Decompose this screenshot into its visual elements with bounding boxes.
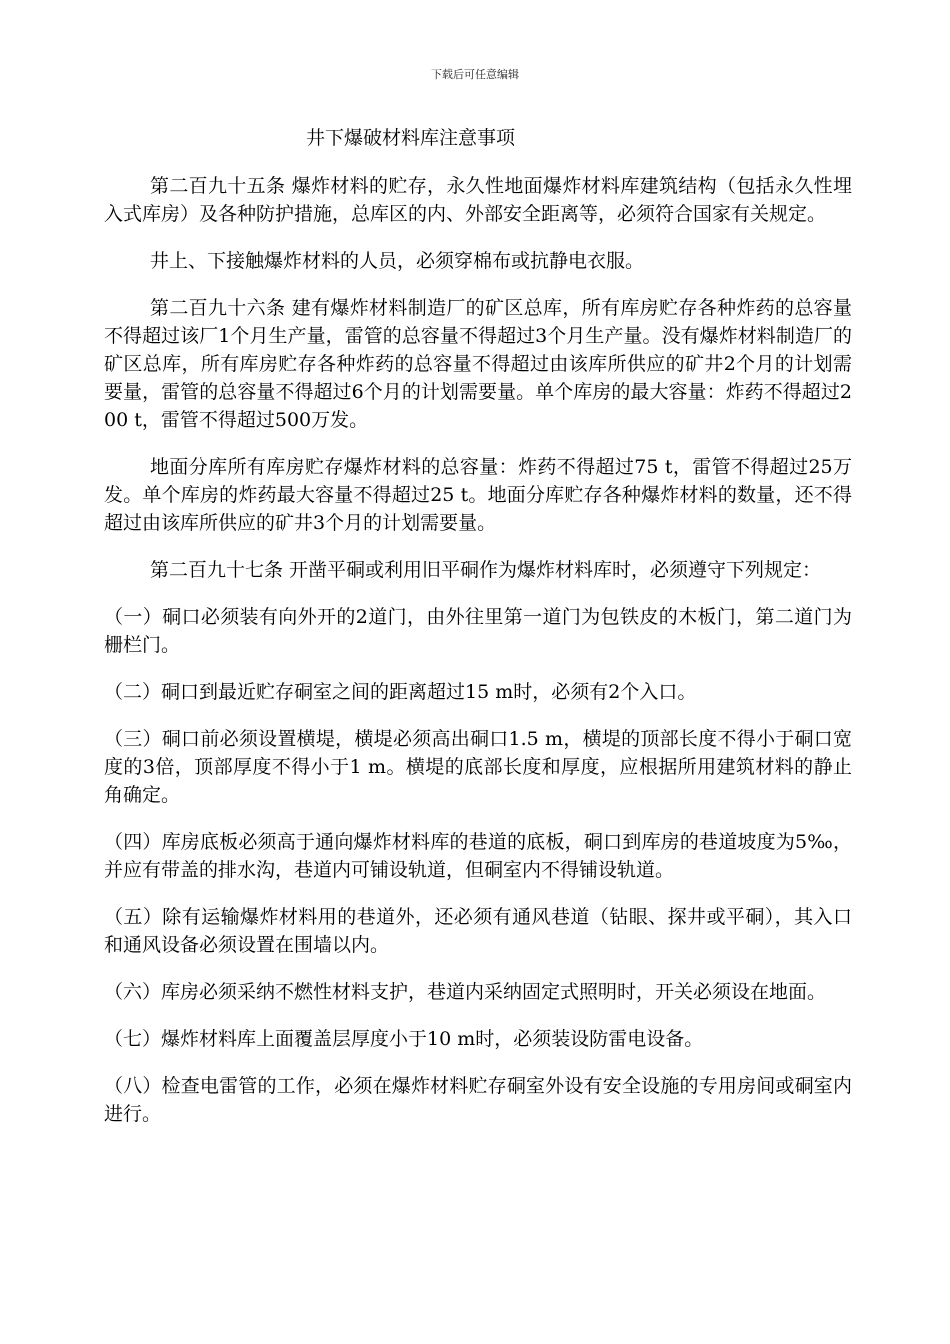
paragraph-article-297: 第二百九十七条 开凿平硐或利用旧平硐作为爆炸材料库时，必须遵守下列规定： [150,559,822,581]
paragraph-clothing: 井上、下接触爆炸材料的人员，必须穿棉布或抗静电衣服。 [150,250,645,272]
list-item-4: （四）库房底板必须高于通向爆炸材料库的巷道的底板，硐口到库房的巷道坡度为5‰，并应有带盖的排水沟，巷道内可铺设轨道，但硐室内不得铺设轨道。 [104,831,852,881]
document-title: 井下爆破材料库注意事项 [306,127,516,149]
paragraph-article-296: 第二百九十六条 建有爆炸材料制造厂的矿区总库，所有库房贮存各种炸药的总容量不得超过该厂1个月生产量，雷管的总容量不得超过3个月生产量。没有爆炸材料制造厂的矿区总库，所有库房贮存各种炸药的总容量不得超过由该库所供应的矿井2个月的计划需要量，雷管的总容量不得超过6个月的计划需要量。单个库房的最大容量：炸药不得超过200 t，雷管不得超过500万发。 [104,297,852,431]
paragraph-article-295: 第二百九十五条 爆炸材料的贮存，永久性地面爆炸材料库建筑结构（包括永久性埋入式库房）及各种防护措施，总库区的内、外部安全距离等，必须符合国家有关规定。 [104,175,852,225]
list-item-2: （二）硐口到最近贮存硐室之间的距离超过15 m时，必须有2个入口。 [104,681,697,703]
document-body [104,172,852,1147]
list-item-8: （八）检查电雷管的工作，必须在爆炸材料贮存硐室外设有安全设施的专用房间或硐室内进行。 [104,1075,852,1125]
list-item-6: （六）库房必须采纳不燃性材料支护，巷道内采纳固定式照明时，开关必须设在地面。 [104,981,827,1003]
list-item-3: （三）硐口前必须设置横堤，横堤必须高出硐口1.5 m，横堤的顶部长度不得小于硐口宽度的3倍，顶部厚度不得小于1 m。横堤的底部长度和厚度，应根据所用建筑材料的静止角确定。 [104,728,852,806]
list-item-1: （一）硐口必须装有向外开的2道门，由外往里第一道门为包铁皮的木板门，第二道门为栅栏门。 [104,606,852,656]
list-item-7: （七）爆炸材料库上面覆盖层厚度小于10 m时，必须装设防雷电设备。 [104,1028,704,1050]
list-item-5: （五）除有运输爆炸材料用的巷道外，还必须有通风巷道（钻眼、探井或平硐），其入口和通风设备必须设置在围墙以内。 [104,906,852,956]
page-header: 下载后可任意编辑 [431,68,519,81]
paragraph-ground-branch: 地面分库所有库房贮存爆炸材料的总容量：炸药不得超过75 t，雷管不得超过25万发。单个库房的炸药最大容量不得超过25 t。地面分库贮存各种爆炸材料的数量，还不得超过由该库所供应的矿井3个月的计划需要量。 [104,456,852,534]
